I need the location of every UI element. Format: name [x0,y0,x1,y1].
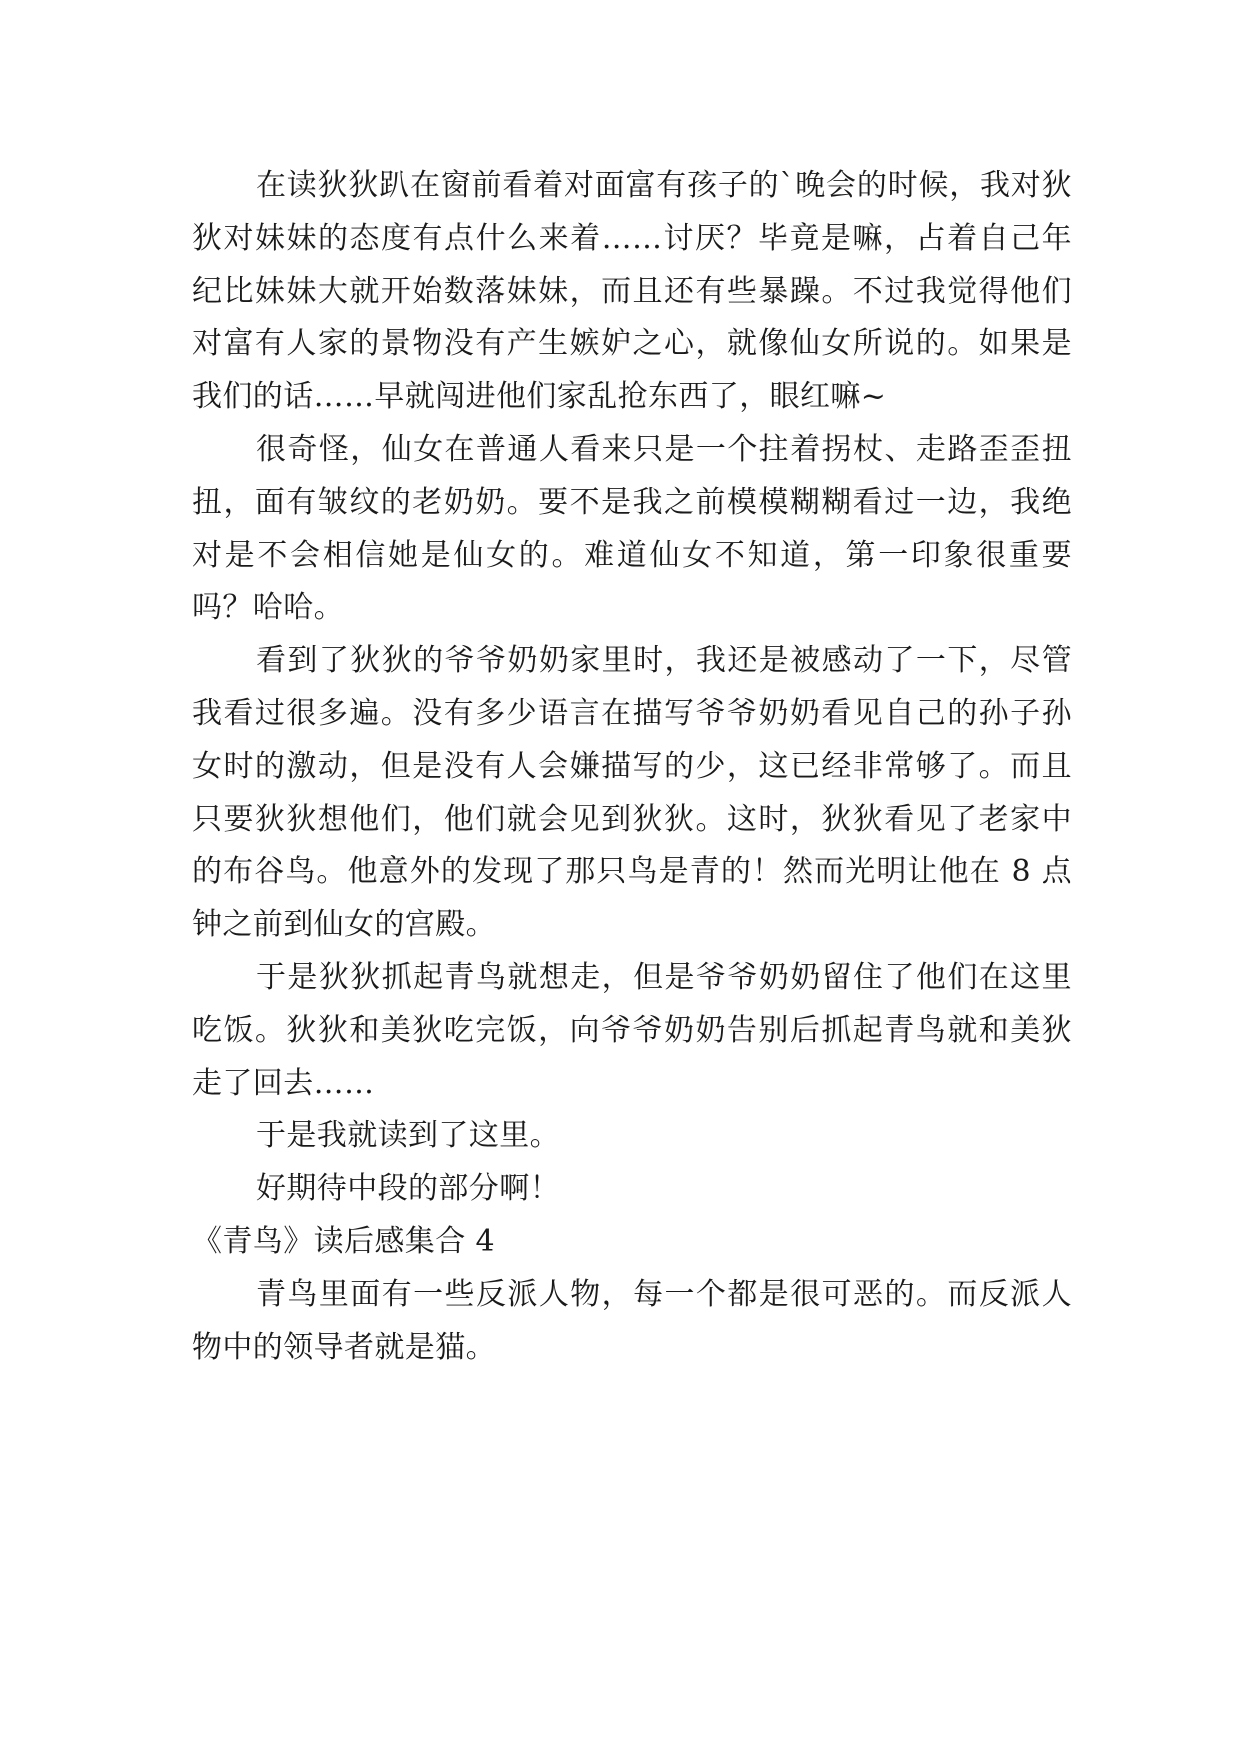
paragraph: 青鸟里面有一些反派人物，每一个都是很可恶的。而反派人物中的领导者就是猫。 [192,1276,1072,1365]
section-heading: 《青鸟》读后感集合 4 [192,1223,496,1259]
paragraph: 看到了狄狄的爷爷奶奶家里时，我还是被感动了一下，尽管我看过很多遍。没有多少语言在描写爷爷奶奶看见自己的孙子孙女时的激动，但是没有人会嫌描写的少，这已经非常够了。而且只要狄狄想他们，他们就会见到狄狄。这时，狄狄看见了老家中的布谷鸟。他意外的发现了那只鸟是青的！然而光明让他在 8 点钟之前到仙女的宫殿。 [192,643,1072,943]
paragraph: 于是狄狄抓起青鸟就想走，但是爷爷奶奶留住了他们在这里吃饭。狄狄和美狄吃完饭，向爷爷奶奶告别后抓起青鸟就和美狄走了回去…… [192,959,1072,1101]
paragraph: 好期待中段的部分啊！ [256,1171,560,1207]
paragraph: 很奇怪，仙女在普通人看来只是一个拄着拐杖、走路歪歪扭扭，面有皱纹的老奶奶。要不是我之前模模糊糊看过一边，我绝对是不会相信她是仙女的。难道仙女不知道，第一印象很重要吗？哈哈。 [192,431,1072,626]
paragraph: 于是我就读到了这里。 [256,1118,560,1154]
paragraph: 在读狄狄趴在窗前看着对面富有孩子的`晚会的时候，我对狄狄对妹妹的态度有点什么来着……讨厌？毕竟是嘛，占着自己年纪比妹妹大就开始数落妹妹，而且还有些暴躁。不过我觉得他们对富有人家的景物没有产生嫉妒之心，就像仙女所说的。如果是我们的话……早就闯进他们家乱抢东西了，眼红嘛~ [192,168,1072,415]
document-body [192,160,1072,1374]
